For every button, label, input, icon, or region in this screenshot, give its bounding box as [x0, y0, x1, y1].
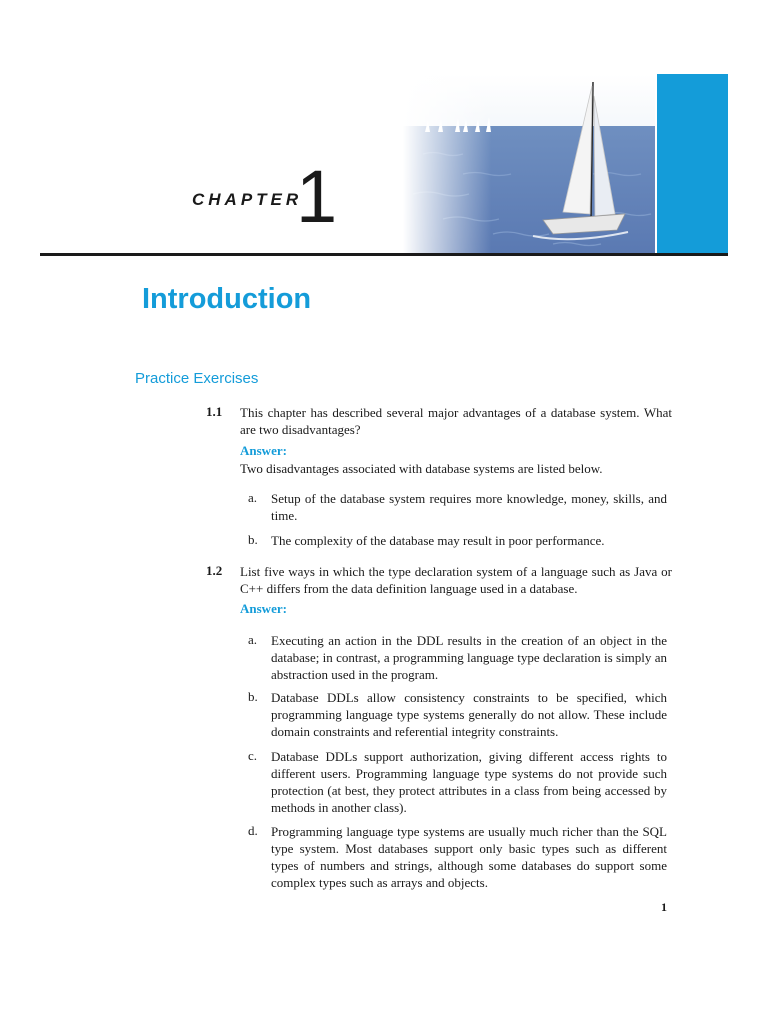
list-item-text: Setup of the database system requires more knowledge, money, skills, and time. — [271, 491, 667, 523]
list-item-text: Database DDLs support authorization, giving different access rights to different users. Programming language type systems do not provide such protection (at best, they protect attributes in a class from being accessed by methods in another class). — [271, 749, 667, 815]
header-rule — [40, 253, 728, 256]
sailboat-illustration — [403, 74, 655, 255]
section-heading: Practice Exercises — [135, 370, 259, 387]
answer-label: Answer: — [240, 443, 287, 458]
chapter-number: 1 — [296, 155, 338, 238]
chapter-color-tab — [657, 74, 728, 255]
list-item-text: The complexity of the database may result in poor performance. — [271, 533, 605, 548]
list-item-label: a. — [248, 632, 258, 647]
question-number: 1.1 — [206, 404, 223, 419]
answer-intro: Two disadvantages associated with database systems are listed below. — [240, 461, 603, 476]
question-text: List five ways in which the type declaration system of a language such as Java or C++ differs from the data definition language used in a database. — [240, 564, 672, 596]
chapter-label: CHAPTER — [192, 190, 303, 209]
sailboat-photo — [403, 74, 655, 255]
list-item-text: Programming language type systems are usually much richer than the SQL type system. Most databases support only basic types such as different types of numbers and strings, although some databases do support some complex types such as arrays and objects. — [271, 824, 667, 890]
chapter-title: Introduction — [142, 283, 312, 315]
list-item-label: b. — [248, 532, 258, 547]
question-number: 1.2 — [206, 563, 223, 578]
list-item-label: b. — [248, 689, 258, 704]
list-item-label: a. — [248, 490, 258, 505]
list-item-label: c. — [248, 748, 258, 763]
list-item-text: Executing an action in the DDL results in the creation of an object in the database; in contrast, a programming language type declaration is simply an abstraction used in the program. — [271, 633, 667, 682]
list-item-text: Database DDLs allow consistency constraints to be specified, which programming language type systems generally do not allow. These include domain constraints and referential integrity constraints. — [271, 690, 667, 739]
list-item-label: d. — [248, 823, 258, 838]
question-text: This chapter has described several major advantages of a database system. What are two disadvantages? — [240, 405, 672, 437]
page-number: 1 — [661, 900, 667, 914]
answer-label: Answer: — [240, 601, 287, 616]
